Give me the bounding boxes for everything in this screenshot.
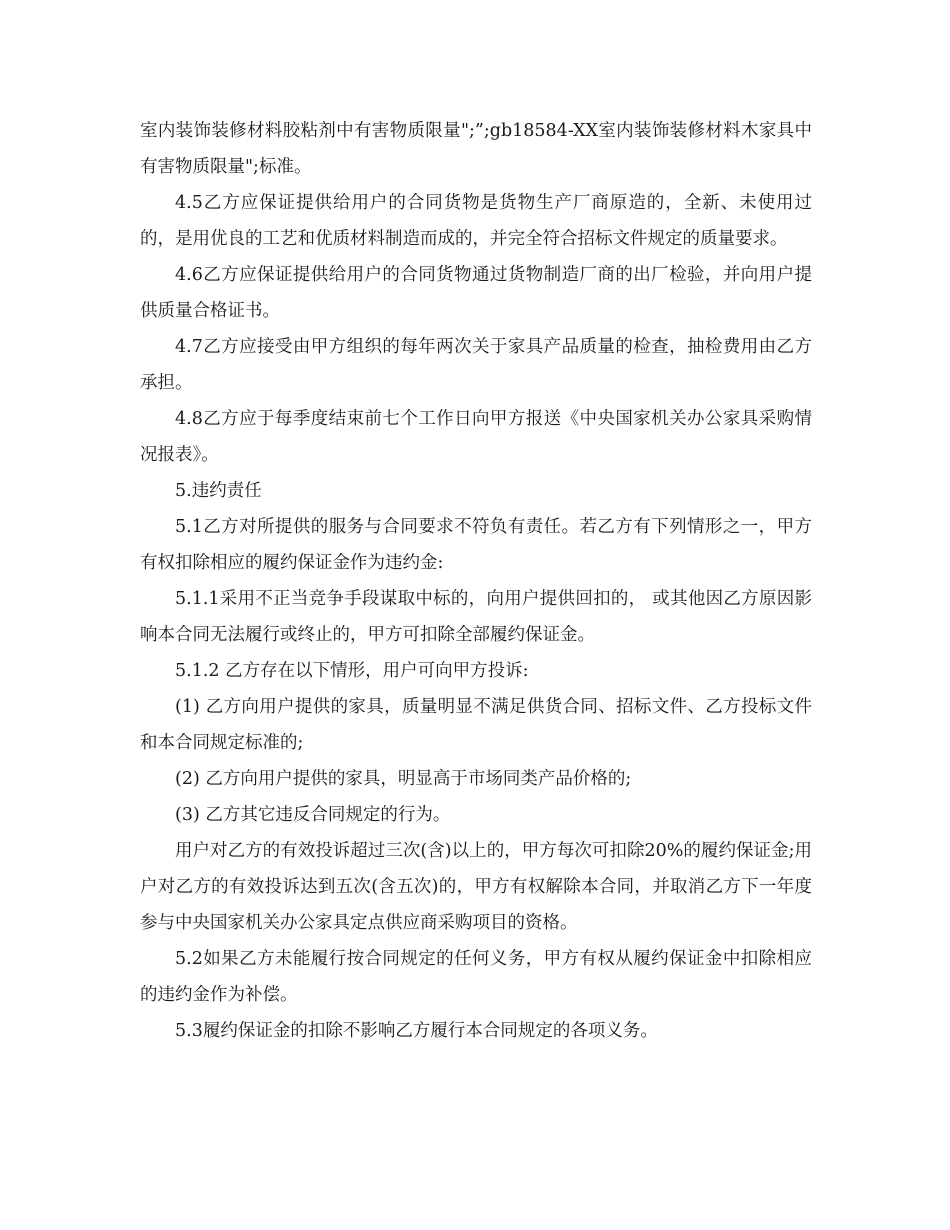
paragraph-4-5: 4.5乙方应保证提供给用户的合同货物是货物生产厂商原造的，全新、未使用过的，是用优良的工艺和优质材料制造而成的，并完全符合招标文件规定的质量要求。 bbox=[140, 193, 812, 249]
list-item-3: (3) 乙方其它违反合同规定的行为。 bbox=[175, 805, 451, 825]
paragraph-standards-continuation: 室内装饰装修材料胶粘剂中有害物质限量";”;gb18584-XX室内装饰装修材料木家具中有害物质限量";标准。 bbox=[140, 121, 812, 177]
paragraph-5-1: 5.1乙方对所提供的服务与合同要求不符负有责任。若乙方有下列情形之一，甲方有权扣除相应的履约保证金作为违约金: bbox=[140, 517, 812, 573]
paragraph-4-6: 4.6乙方应保证提供给用户的合同货物通过货物制造厂商的出厂检验，并向用户提供质量合格证书。 bbox=[140, 265, 812, 321]
paragraph-5-3: 5.3履约保证金的扣除不影响乙方履行本合同规定的各项义务。 bbox=[175, 1021, 658, 1041]
paragraph-5-1-1: 5.1.1采用不正当竞争手段谋取中标的，向用户提供回扣的， 或其他因乙方原因影响本合同无法履行或终止的，甲方可扣除全部履约保证金。 bbox=[140, 589, 812, 645]
paragraph-5-1-2: 5.1.2 乙方存在以下情形，用户可向甲方投诉: bbox=[175, 661, 529, 681]
paragraph-complaint-deduction: 用户对乙方的有效投诉超过三次(含)以上的，甲方每次可扣除20%的履约保证金;用户对乙方的有效投诉达到五次(含五次)的，甲方有权解除本合同，并取消乙方下一年度参与中央国家机关办公家具定点供应商采购项目的资格。 bbox=[140, 841, 812, 933]
section-heading-breach-liability: 5.违约责任 bbox=[175, 481, 262, 501]
list-item-1: (1) 乙方向用户提供的家具，质量明显不满足供货合同、招标文件、乙方投标文件和本合同规定标准的; bbox=[140, 697, 812, 753]
document-body bbox=[140, 113, 812, 1049]
paragraph-4-7: 4.7乙方应接受由甲方组织的每年两次关于家具产品质量的检查，抽检费用由乙方承担。 bbox=[140, 337, 812, 393]
paragraph-5-2: 5.2如果乙方未能履行按合同规定的任何义务，甲方有权从履约保证金中扣除相应的违约金作为补偿。 bbox=[140, 949, 812, 1005]
list-item-2: (2) 乙方向用户提供的家具，明显高于市场同类产品价格的; bbox=[175, 769, 632, 789]
paragraph-4-8: 4.8乙方应于每季度结束前七个工作日向甲方报送《中央国家机关办公家具采购情况报表》。 bbox=[140, 409, 812, 465]
